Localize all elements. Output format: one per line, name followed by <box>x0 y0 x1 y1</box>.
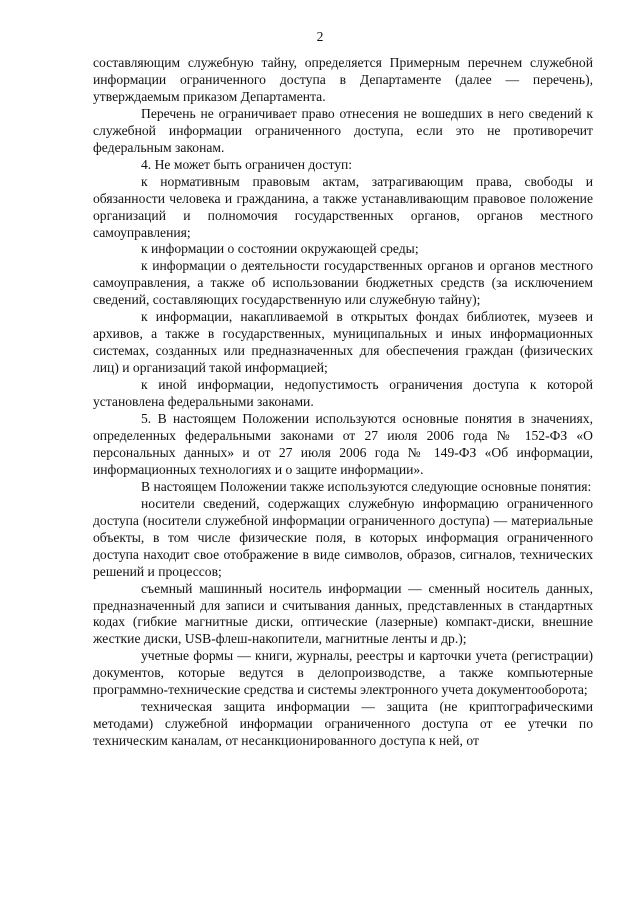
definition-paragraph: съемный машинный носитель информации — сменный носитель данных, предназначенный для записи и считывания данных, представленных в стандартных кодах (гибкие магнитные диски, оптические (лазерные) компакт-диски, внешние жесткие диски, USB-флеш-накопители, магнитные ленты и др.); <box>93 580 593 647</box>
document-body <box>93 55 593 750</box>
paragraph: к информации о состоянии окружающей среды; <box>141 241 419 257</box>
definition-paragraph: техническая защита информации — защита (не криптографическими методами) служебной информации ограниченного доступа от ее утечки по техническим каналам, от несанкционированного доступа к ней, от <box>93 699 593 749</box>
paragraph: Перечень не ограничивает право отнесения не вошедших в него сведений к служебной информации ограниченного доступа, если это не противоречит федеральным законам. <box>93 105 593 155</box>
paragraph: к информации о деятельности государственных органов и органов местного самоуправления, а также об использовании бюджетных средств (за исключением сведений, составляющих государственную или служебную тайну); <box>93 258 593 308</box>
paragraph-item-4: 4. Не может быть ограничен доступ: <box>141 156 353 172</box>
definition-paragraph: учетные формы — книги, журналы, реестры и карточки учета (регистрации) документов, которые ведутся в делопроизводстве, а также компьютерные программно-технические средства и системы электронного учета документооборота; <box>93 648 593 698</box>
paragraph: к нормативным правовым актам, затрагивающим права, свободы и обязанности человека и гражданина, а также устанавливающим правовое положение организаций и полномочия государственных органов, органов местного самоуправления; <box>93 173 593 240</box>
paragraph-item-5: 5. В настоящем Положении используются основные понятия в значениях, определенных федеральными законами от 27 июля 2006 года № 152-ФЗ «О персональных данных» и от 27 июля 2006 года № 149-ФЗ «Об информации, информационных технологиях и о защите информации». <box>93 411 593 477</box>
paragraph: В настоящем Положении также используются следующие основные понятия: <box>141 478 592 494</box>
paragraph-continuation: составляющим служебную тайну, определяется Примерным перечнем служебной информации ограниченного доступа в Департаменте (далее — перечень), утверждаемым приказом Департамента. <box>93 55 593 104</box>
paragraph: к информации, накапливаемой в открытых фондах библиотек, музеев и архивов, а также в государственных, муниципальных и иных информационных системах, созданных или предназначенных для обеспечения граждан (физических лиц) и организаций такой информацией; <box>93 309 593 376</box>
page-number: 2 <box>316 29 324 44</box>
paragraph: к иной информации, недопустимость ограничения доступа к которой установлена федеральными законами. <box>93 377 593 410</box>
definition-paragraph: носители сведений, содержащих служебную информацию ограниченного доступа (носители служебной информации ограниченного доступа) — материальные объекты, в том числе физические поля, в которых информация ограниченного доступа находит свое отображение в виде символов, образов, сигналов, технических решений и процессов; <box>93 495 593 579</box>
